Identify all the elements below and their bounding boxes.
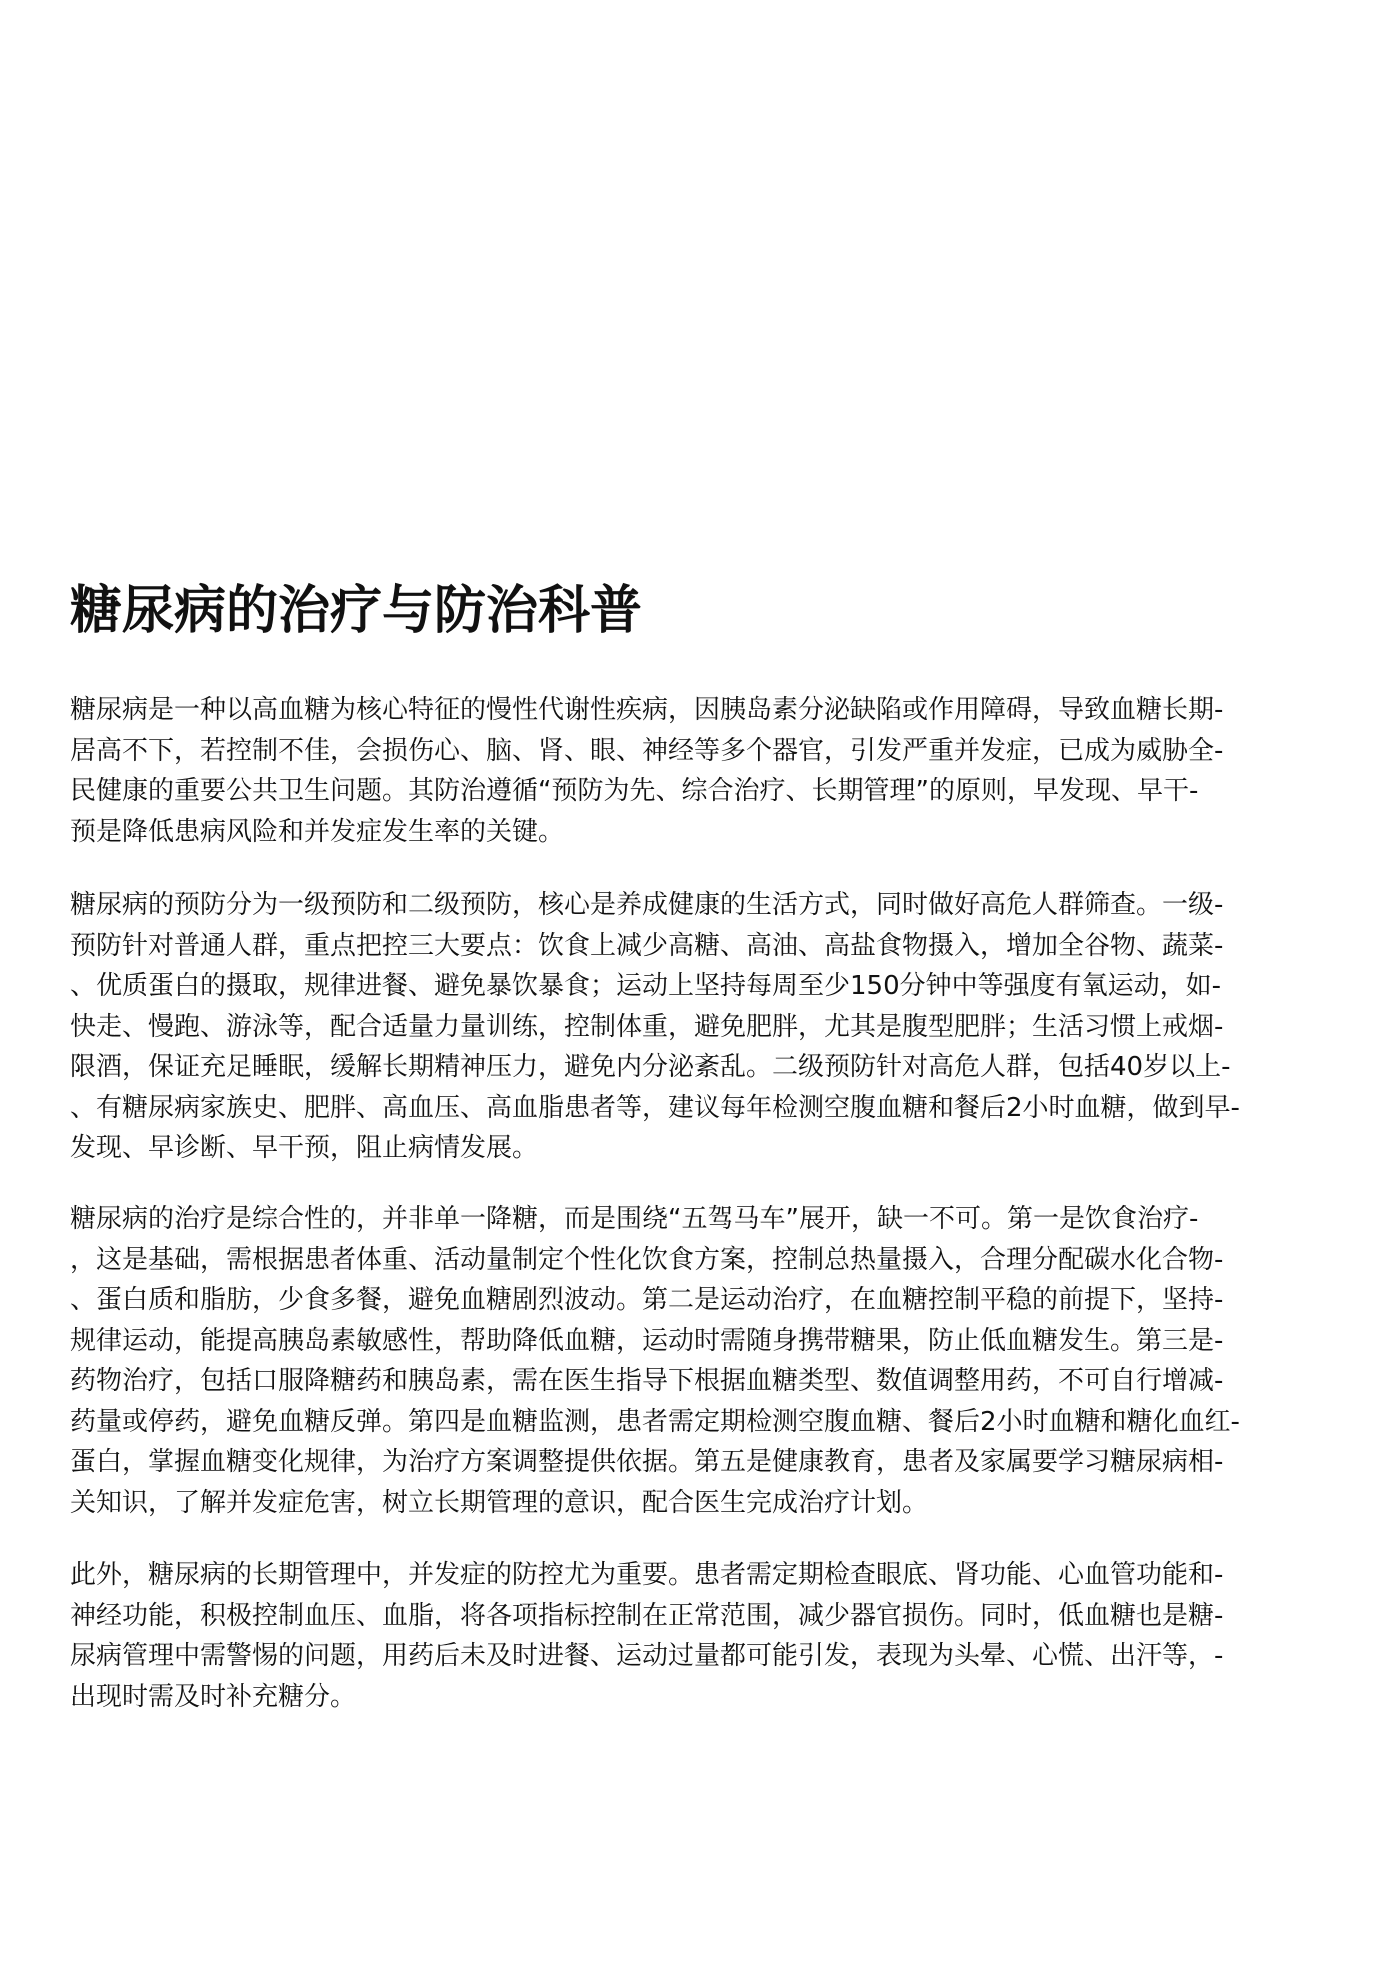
text-line: 规律运动，能提高胰岛素敏感性，帮助降低血糖，运动时需随身携带糖果，防止低血糖发生。第三是-	[70, 1325, 1224, 1356]
text-line: 、蛋白质和脂肪，少食多餐，避免血糖剧烈波动。第二是运动治疗，在血糖控制平稳的前提下，坚持-	[70, 1285, 1224, 1315]
paragraph-prevention	[70, 885, 1332, 1169]
paragraph-intro	[70, 690, 1332, 852]
text-line: 、有糖尿病家族史、肥胖、高血压、高血脂患者等，建议每年检测空腹血糖和餐后2小时血糖，做到早-	[70, 1092, 1240, 1123]
text-line: 糖尿病的预防分为一级预防和二级预防，核心是养成健康的生活方式，同时做好高危人群筛查。一级-	[70, 890, 1224, 920]
text-line: 糖尿病是一种以高血糖为核心特征的慢性代谢性疾病，因胰岛素分泌缺陷或作用障碍，导致血糖长期-	[70, 695, 1224, 725]
text-line: 此外，糖尿病的长期管理中，并发症的防控尤为重要。患者需定期检查眼底、肾功能、心血管功能和-	[70, 1560, 1224, 1590]
text-line: 尿病管理中需警惕的问题，用药后未及时进餐、运动过量都可能引发，表现为头晕、心慌、出汗等，-	[70, 1641, 1224, 1671]
text-line: 神经功能，积极控制血压、血脂，将各项指标控制在正常范围，减少器官损伤。同时，低血糖也是糖-	[70, 1600, 1224, 1631]
text-line: ，这是基础，需根据患者体重、活动量制定个性化饮食方案，控制总热量摄入，合理分配碳水化合物-	[70, 1244, 1224, 1275]
text-line: 药物治疗，包括口服降糖药和胰岛素，需在医生指导下根据血糖类型、数值调整用药，不可自行增减-	[70, 1366, 1224, 1396]
text-line: 发现、早诊断、早干预，阻止病情发展。	[70, 1133, 539, 1163]
text-line: 民健康的重要公共卫生问题。其防治遵循“预防为先、综合治疗、长期管理”的原则，早发现、早干-	[70, 776, 1199, 806]
text-line: 、优质蛋白的摄取，规律进餐、避免暴饮暴食；运动上坚持每周至少150分钟中等强度有氧运动，如-	[70, 971, 1222, 1001]
text-line: 预防针对普通人群，重点把控三大要点：饮食上减少高糖、高油、高盐食物摄入，增加全谷物、蔬菜-	[70, 930, 1224, 961]
text-line: 居高不下，若控制不佳，会损伤心、脑、肾、眼、神经等多个器官，引发严重并发症，已成为威胁全-	[70, 735, 1224, 766]
text-line: 限酒，保证充足睡眠，缓解长期精神压力，避免内分泌紊乱。二级预防针对高危人群，包括40岁以上-	[70, 1052, 1231, 1082]
text-line: 糖尿病的治疗是综合性的，并非单一降糖，而是围绕“五驾马车”展开，缺一不可。第一是饮食治疗-	[70, 1204, 1199, 1234]
text-line: 快走、慢跑、游泳等，配合适量力量训练，控制体重，避免肥胖，尤其是腹型肥胖；生活习惯上戒烟-	[70, 1011, 1224, 1042]
text-line: 出现时需及时补充糖分。	[70, 1681, 357, 1712]
text-line: 关知识，了解并发症危害，树立长期管理的意识，配合医生完成治疗计划。	[70, 1487, 929, 1518]
text-line: 蛋白，掌握血糖变化规律，为治疗方案调整提供依据。第五是健康教育，患者及家属要学习糖尿病相-	[70, 1447, 1224, 1477]
paragraph-treatment	[70, 1199, 1332, 1523]
paragraph-management	[70, 1555, 1332, 1717]
text-line: 药量或停药，避免血糖反弹。第四是血糖监测，患者需定期检测空腹血糖、餐后2小时血糖和糖化血红-	[70, 1406, 1240, 1437]
text-line: 预是降低患病风险和并发症发生率的关键。	[70, 816, 565, 847]
page-title: 糖尿病的治疗与防治科普	[70, 581, 643, 641]
